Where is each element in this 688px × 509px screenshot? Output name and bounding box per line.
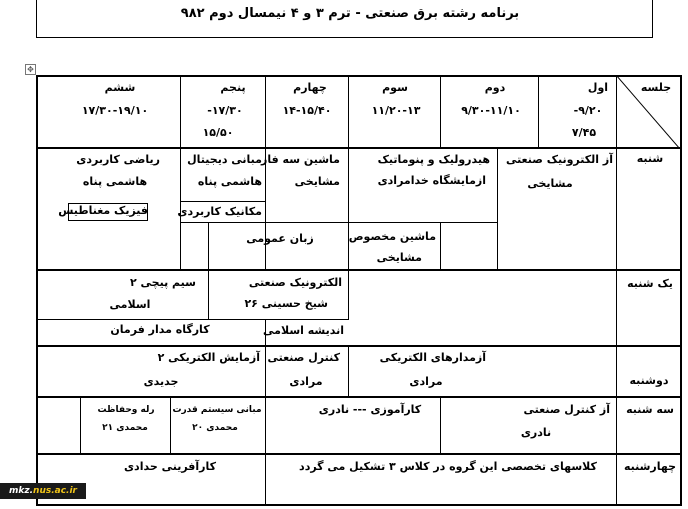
session-5-time-end: ۱۵/۵۰ bbox=[202, 126, 234, 139]
table-border-right bbox=[680, 75, 682, 506]
session-6-name: ششم bbox=[104, 81, 136, 94]
session-4-time: ۱۴-۱۵/۴۰ bbox=[282, 104, 332, 117]
course-digital: مبانی دیجیتال bbox=[187, 153, 262, 166]
move-handle-icon[interactable]: ✥ bbox=[25, 64, 36, 75]
session-2-time: ۹/۳۰-۱۱/۱۰ bbox=[461, 104, 521, 117]
teacher-name: اسلامی bbox=[109, 298, 151, 311]
cell-border bbox=[265, 347, 266, 397]
cell-border bbox=[348, 149, 349, 222]
day-monday: دوشنبه bbox=[629, 374, 669, 387]
course-applied-math: ریاضی کاربردی bbox=[76, 153, 160, 166]
course-industrial-control: کنترل صنعتی bbox=[267, 351, 340, 364]
row-separator bbox=[36, 269, 682, 271]
day-sunday: یک شنبه bbox=[627, 277, 673, 290]
teacher-name: محمدی ۲۰ bbox=[192, 423, 238, 433]
teacher-name: هاشمی پناه bbox=[82, 175, 148, 188]
page-frame-left bbox=[36, 0, 37, 38]
row-separator bbox=[36, 396, 682, 398]
specialized-classes-note: کلاسهای تخصصی این گروه در کلاس ۳ تشکیل می گردد bbox=[299, 460, 597, 473]
watermark-domain: nus.ac.ir bbox=[33, 486, 77, 496]
teacher-name: مشایخی bbox=[527, 177, 573, 190]
course-applied-mechanics: مکانیک کاربردی bbox=[177, 205, 262, 218]
header-corner-label: جلسه bbox=[640, 81, 672, 94]
cell-border bbox=[208, 271, 209, 320]
cell-border bbox=[440, 222, 441, 269]
cell-border bbox=[208, 222, 209, 269]
teacher-name: جدیدی bbox=[143, 375, 179, 388]
course-islamic-thought: اندیشه اسلامی bbox=[263, 324, 344, 337]
course-winding: سیم پیچی ۲ bbox=[130, 276, 196, 289]
watermark-prefix: mkz. bbox=[9, 486, 34, 496]
course-hydraulic: هیدرولیک و پنوماتیک bbox=[377, 153, 490, 166]
session-5-time: ۱۷/۳۰- bbox=[207, 104, 243, 117]
course-industrial-control-lab: آز کنترل صنعتی bbox=[523, 403, 610, 416]
col-separator bbox=[538, 75, 539, 149]
session-4-name: چهارم bbox=[293, 81, 327, 94]
course-special-machines: ماشین مخصوص bbox=[348, 230, 436, 243]
session-1-time-end: ۷/۴۵ bbox=[571, 126, 597, 139]
teacher-name: مرادی bbox=[409, 375, 443, 388]
row-separator bbox=[36, 453, 682, 455]
teacher-name: نادری bbox=[520, 426, 552, 439]
course-power-systems: مبانی سیستم قدرت bbox=[172, 405, 262, 415]
site-watermark bbox=[0, 483, 86, 499]
cell-border bbox=[80, 398, 81, 454]
cell-border bbox=[180, 201, 266, 202]
course-entrepreneurship: کارآفرینی حدادی bbox=[123, 460, 217, 473]
cell-border bbox=[265, 222, 497, 223]
cell-border bbox=[36, 319, 348, 320]
session-2-name: دوم bbox=[484, 81, 506, 94]
course-three-phase: ماشین سه فاز bbox=[261, 153, 340, 166]
course-relay-protection: رله وحفاظت bbox=[97, 405, 155, 415]
course-power-elec-lab: آز الکترونیک صنعتی bbox=[505, 153, 613, 166]
cell-border bbox=[170, 398, 171, 454]
day-tuesday: سه شنبه bbox=[626, 403, 674, 416]
course-hydraulic-lab: ازمایشگاه خدامرادی bbox=[377, 174, 486, 187]
row-separator bbox=[36, 345, 682, 347]
cell-border bbox=[265, 398, 266, 454]
session-3-time: ۱۱/۲۰-۱۳ bbox=[371, 104, 421, 117]
session-1-name: اول bbox=[587, 81, 609, 94]
course-industrial-elec: الکترونیک صنعتی bbox=[248, 276, 342, 289]
teacher-name: هاشمی پناه bbox=[197, 175, 262, 188]
teacher-name: مشایخی bbox=[376, 251, 422, 264]
table-border-left bbox=[36, 75, 38, 506]
course-electric-circuits-lab: آزمدارهای الکتریکی bbox=[379, 351, 486, 364]
page-title: برنامه رشته برق صنعتی - ترم ۳ و ۴ نیمسال دوم ۹۸۲ bbox=[180, 6, 520, 21]
cell-border bbox=[348, 271, 349, 320]
course-electrical-lab: آزمایش الکتریکی ۲ bbox=[157, 351, 260, 364]
day-saturday: شنبه bbox=[636, 152, 664, 165]
col-separator bbox=[440, 75, 441, 149]
cell-border bbox=[497, 149, 498, 269]
cell-border bbox=[440, 398, 441, 454]
cell-border bbox=[180, 222, 265, 223]
col-separator bbox=[265, 75, 266, 149]
session-1-time: ۹/۲۰- bbox=[573, 104, 603, 117]
session-5-name: پنجم bbox=[220, 81, 246, 94]
day-wednesday: چهارشنبه bbox=[623, 460, 677, 473]
course-control-circuit-workshop: کارگاه مدار فرمان bbox=[110, 323, 210, 336]
table-border-top bbox=[36, 75, 682, 77]
teacher-name: محمدی ۲۱ bbox=[102, 423, 148, 433]
table-border-bottom bbox=[36, 504, 682, 506]
course-general-language: زبان عمومی bbox=[246, 232, 314, 245]
session-6-time: ۱۷/۳۰-۱۹/۱۰ bbox=[81, 104, 149, 117]
teacher-name: شیخ حسینی ۲۶ bbox=[244, 297, 328, 310]
teacher-name: مشایخی bbox=[294, 175, 340, 188]
cell-border bbox=[348, 347, 349, 397]
course-internship: کارآموزی --- نادری bbox=[318, 403, 422, 416]
teacher-name: مرادی bbox=[289, 375, 323, 388]
col-separator bbox=[348, 75, 349, 149]
cell-border bbox=[265, 455, 266, 505]
col-separator bbox=[180, 75, 181, 149]
session-3-name: سوم bbox=[382, 81, 408, 94]
row-separator bbox=[36, 147, 682, 149]
course-magnetism-physics: فیزیک مغناطیس bbox=[58, 204, 148, 217]
page-frame-right bbox=[652, 0, 653, 38]
page-frame-bottom bbox=[36, 37, 653, 38]
